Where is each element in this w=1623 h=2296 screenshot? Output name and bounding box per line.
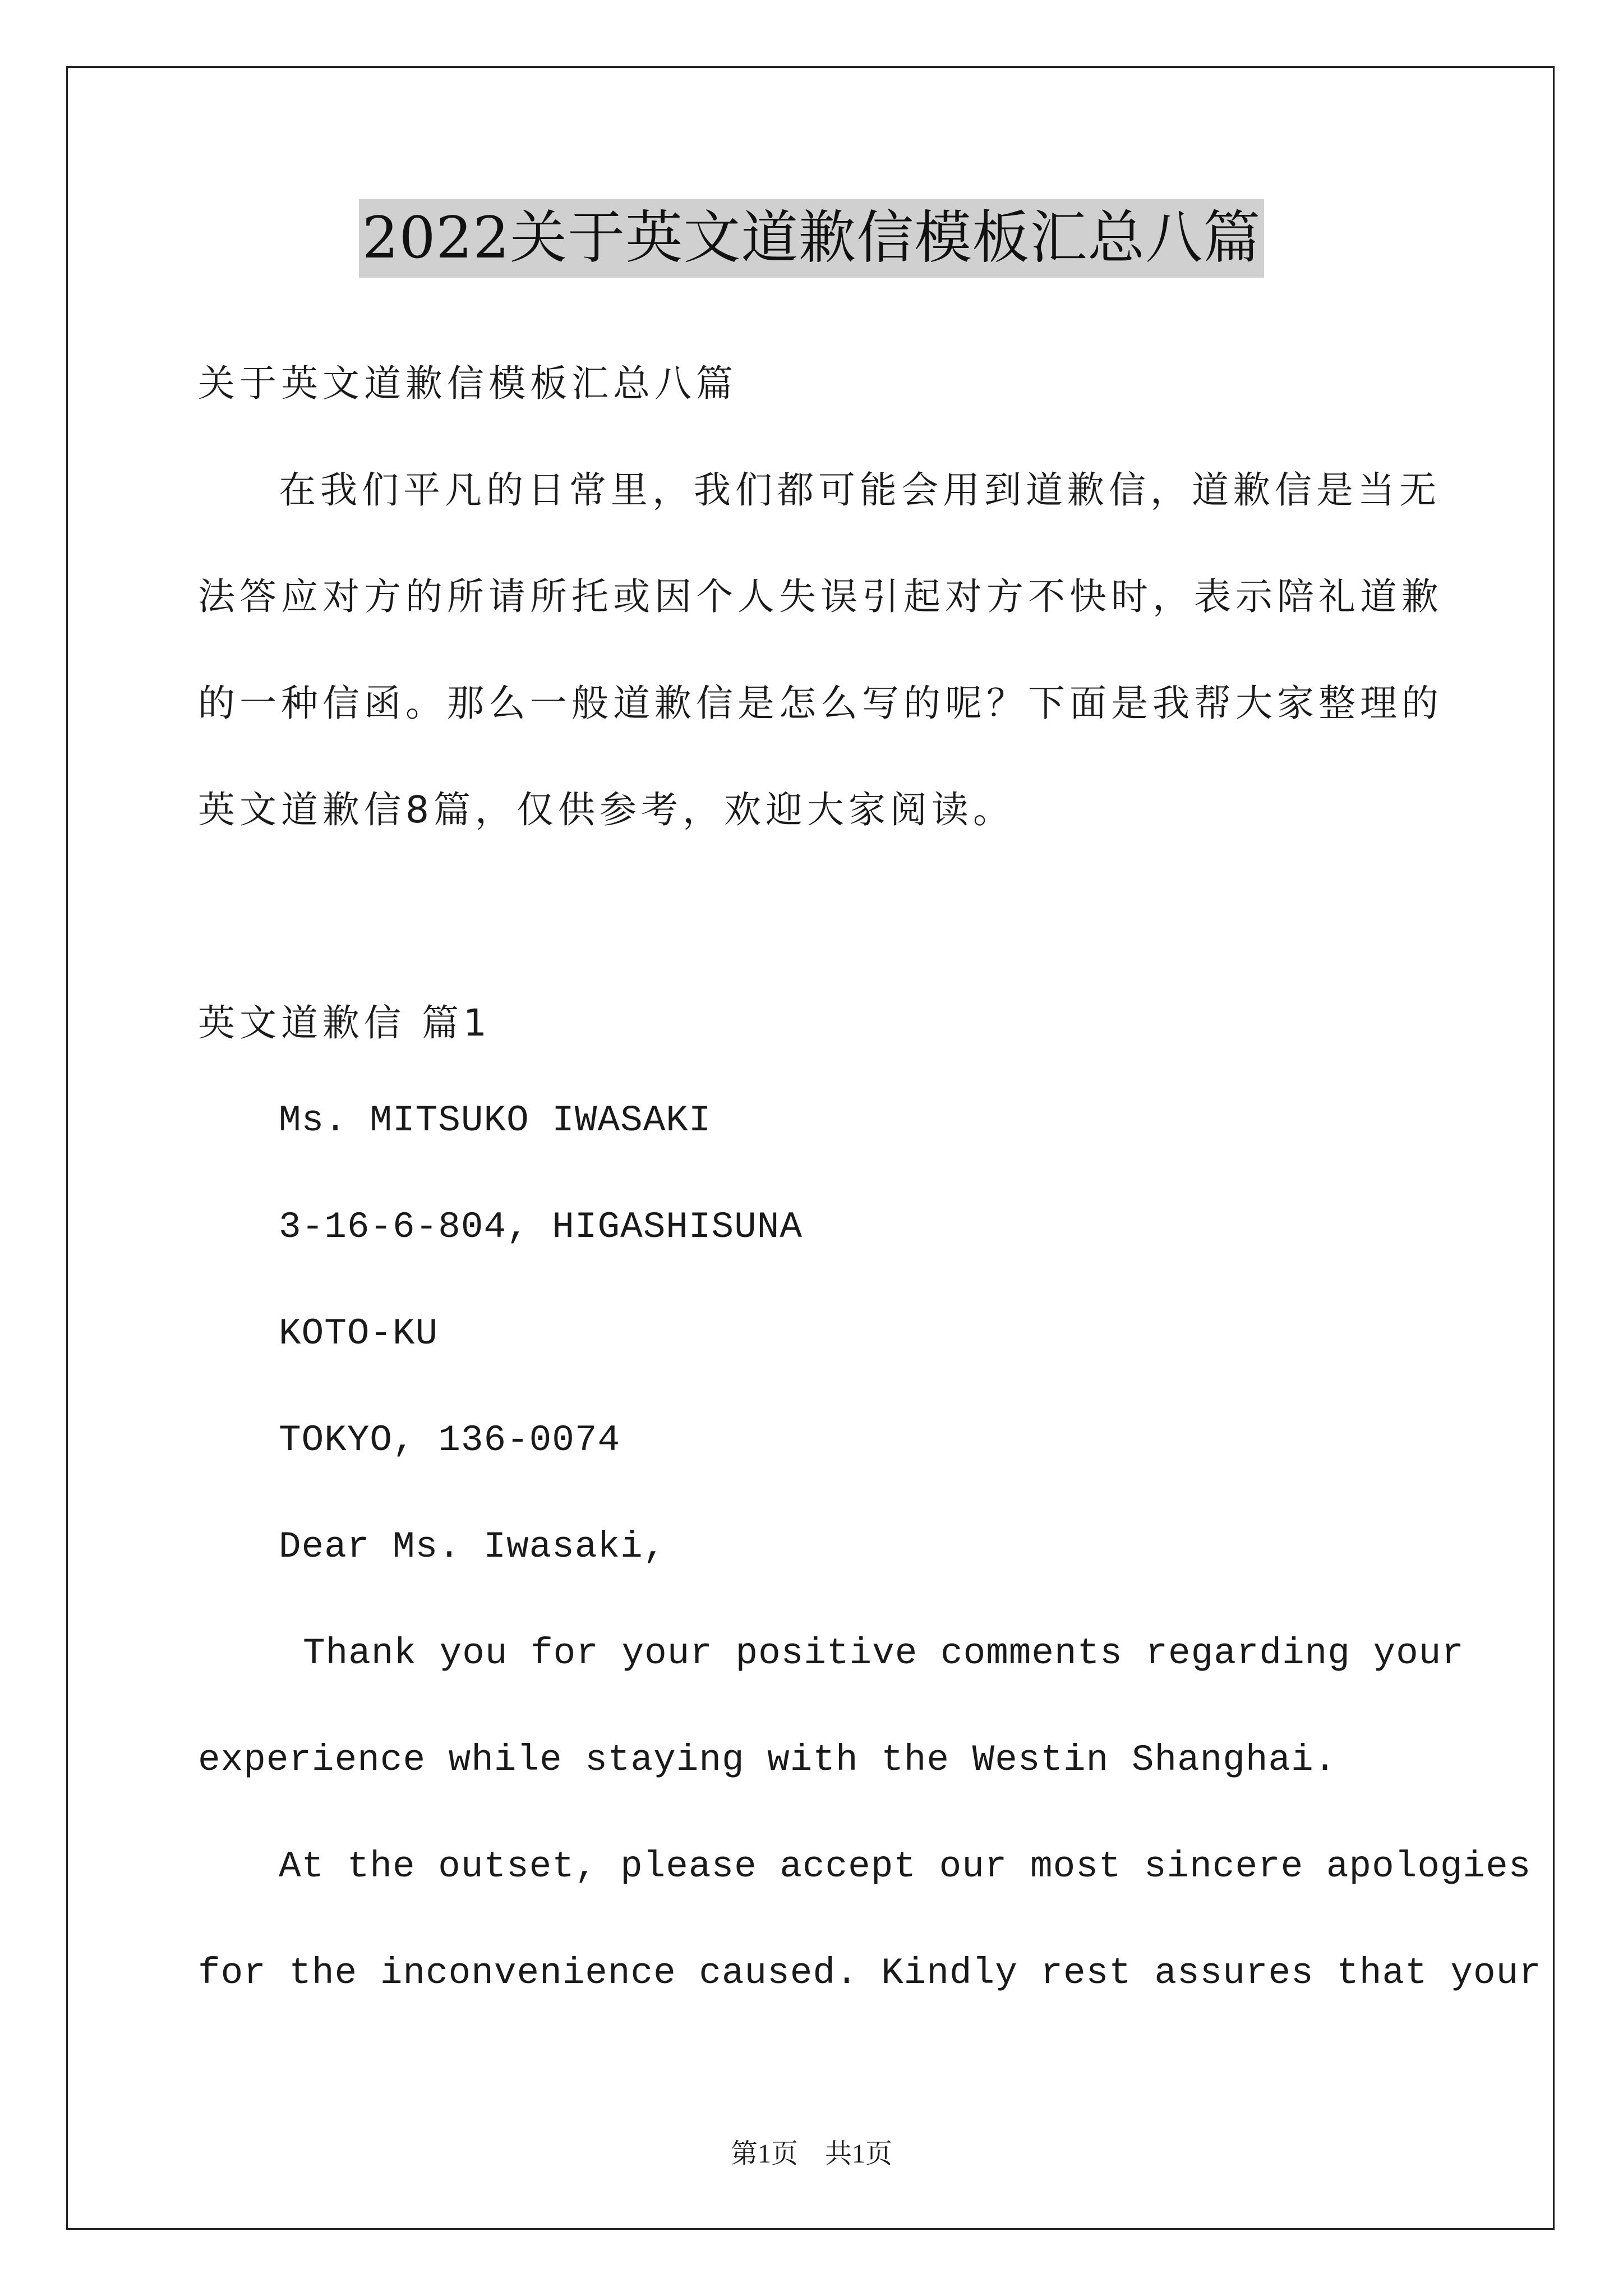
address-line-2: 3-16-6-804, HIGASHISUNA bbox=[279, 1206, 803, 1248]
paragraph-1-line-2: experience while staying with the Westin Shanghai. bbox=[198, 1739, 1337, 1781]
salutation: Dear Ms. Iwasaki, bbox=[279, 1526, 666, 1568]
address-line-3: KOTO-KU bbox=[279, 1313, 439, 1355]
title-container bbox=[0, 199, 1623, 278]
paragraph-2-line-1: At the outset, please accept our most sincere apologies bbox=[279, 1846, 1532, 1888]
intro-line-3: 的一种信函。那么一般道歉信是怎么写的呢？下面是我帮大家整理的 bbox=[198, 682, 1443, 725]
page-footer bbox=[0, 2132, 1623, 2170]
address-line-4: TOKYO, 136-0074 bbox=[279, 1419, 621, 1461]
intro-line-4: 英文道歉信8篇，仅供参考，欢迎大家阅读。 bbox=[198, 788, 1015, 831]
page-number: 第1页 bbox=[730, 2139, 798, 2169]
intro-line-2: 法答应对方的所请所托或因个人失误引起对方不快时，表示陪礼道歉 bbox=[198, 575, 1443, 618]
paragraph-1-line-1: Thank you for your positive comments regarding your bbox=[303, 1632, 1464, 1674]
document-title: 2022关于英文道歉信模板汇总八篇 bbox=[359, 199, 1265, 278]
document-subtitle: 关于英文道歉信模板汇总八篇 bbox=[198, 362, 737, 405]
section-heading: 英文道歉信 篇1 bbox=[198, 1001, 491, 1045]
page-total: 共1页 bbox=[825, 2139, 893, 2169]
paragraph-2-line-2: for the inconvenience caused. Kindly rest assures that your bbox=[198, 1952, 1542, 1994]
address-line-1: Ms. MITSUKO IWASAKI bbox=[279, 1099, 712, 1142]
intro-line-1: 在我们平凡的日常里，我们都可能会用到道歉信，道歉信是当无 bbox=[279, 468, 1441, 512]
